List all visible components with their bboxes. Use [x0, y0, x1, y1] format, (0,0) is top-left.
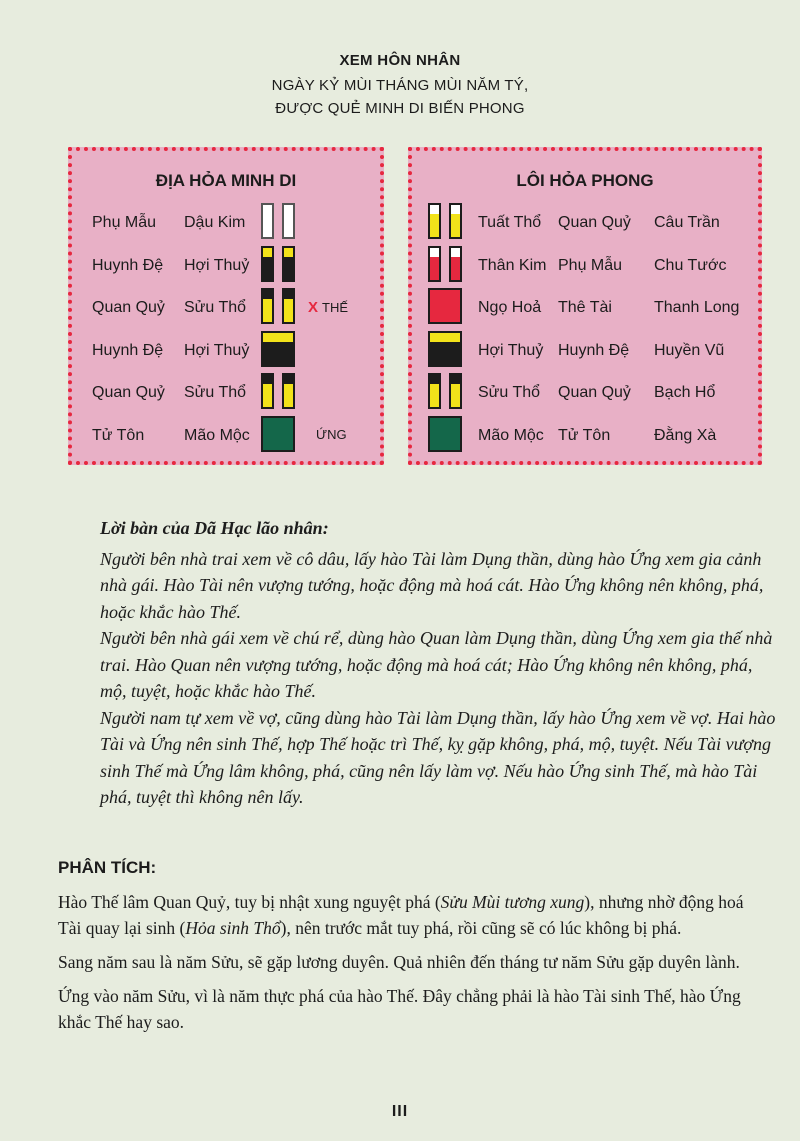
hexagram-line-icon [261, 416, 295, 452]
left-panel-title: ĐỊA HỎA MINH DI [155, 171, 297, 190]
analysis-paragraph-2: Sang năm sau là năm Sửu, sẽ gặp lương duyên. Quả nhiên đến tháng tư năm Sửu gặp duyên lành. [58, 952, 740, 972]
six-relation-label: Huynh Đệ [92, 341, 164, 359]
ung-marker: ỨNG [316, 426, 347, 442]
six-relation-label: Quan Quỷ [92, 384, 165, 401]
earthly-branch-label: Ngọ Hoả [478, 299, 542, 316]
six-spirit-label: Câu Trần [654, 214, 720, 231]
six-relation-label: Huynh Đệ [558, 341, 630, 359]
commentary-paragraph: Người bên nhà trai xem về cô dâu, lấy hào Tài làm Dụng thần, dùng hào Ứng xem gia cảnh nhà gái. Hào Tài nên vượng tướng, hoặc động mà hoá cát. Hào Ứng không nên không, phá, hoặc khắc hào Thế. [100, 548, 764, 622]
six-spirit-label: Thanh Long [654, 299, 740, 316]
analysis-paragraph-1: Hào Thế lâm Quan Quỷ, tuy bị nhật xung nguyệt phá (Sửu Mùi tương xung), nhưng nhờ động hoá Tài quay lại sinh (Hỏa sinh Thổ), nên trước mắt tuy phá, rồi cũng sẽ có lúc không bị phá. [58, 892, 744, 938]
page-number: III [391, 1103, 409, 1120]
six-relation-label: Huynh Đệ [92, 256, 164, 274]
analysis-paragraph-3: Ứng vào năm Sửu, vì là năm thực phá của hào Thế. Đây chẳng phải là hào Tài sinh Thế, hào Ứng khắc Thế hay sao. [58, 986, 741, 1032]
subtitle-line-1: NGÀY KỶ MÙI THÁNG MÙI NĂM TÝ, [271, 77, 529, 94]
hexagram-row [72, 288, 380, 328]
page-title: XEM HÔN NHÂN [339, 52, 461, 69]
analysis-section [58, 855, 758, 1043]
earthly-branch-label: Sửu Thổ [184, 384, 247, 401]
right-hexagram-panel [408, 147, 762, 465]
six-relation-label: Quan Quỷ [92, 299, 165, 316]
analysis-heading: PHÂN TÍCH: [58, 858, 157, 877]
left-hexagram-panel [68, 147, 384, 465]
six-relation-label: Quan Quỷ [558, 214, 631, 231]
hexagram-row [412, 246, 758, 286]
hexagram-line-icon [428, 203, 462, 239]
earthly-branch-label: Tuất Thổ [478, 214, 542, 231]
hexagram-row [412, 331, 758, 371]
hexagram-row [412, 288, 758, 328]
hexagram-line-icon [261, 203, 295, 239]
hexagram-line-icon [261, 246, 295, 282]
right-panel-title: LÔI HỎA PHONG [516, 171, 654, 190]
earthly-branch-label: Sửu Thổ [184, 299, 247, 316]
six-relation-label: Phụ Mẫu [92, 214, 157, 231]
subtitle-line-2: ĐƯỢC QUẺ MINH DI BIẾN PHONG [275, 100, 525, 117]
hexagram-line-icon [428, 288, 462, 324]
six-relation-label: Tử Tôn [558, 426, 611, 444]
earthly-branch-label: Hợi Thuỷ [478, 341, 544, 359]
commentary-section [100, 515, 780, 811]
hexagram-line-icon [428, 416, 462, 452]
hexagram-row [412, 416, 758, 456]
earthly-branch-label: Mão Mộc [478, 426, 544, 444]
six-relation-label: Tử Tôn [92, 426, 145, 444]
commentary-paragraph: Người nam tự xem về vợ, cũng dùng hào Tài làm Dụng thần, lấy hào Ứng xem về vợ. Hai hào Tài và Ứng nên sinh Thế, hợp Thế hoặc trì Thế, kỵ gặp không, phá, mộ, tuyệt. Nếu Tài vượng sinh Thế mà Ứng lâm không, phá, cũng nên lấy làm vợ. Nếu hào Ứng sinh Thế, mà hào Tài phá, tuyệt thì không nên lấy. [100, 707, 776, 807]
hexagram-row [412, 373, 758, 413]
hexagram-row [72, 373, 380, 413]
six-relation-label: Quan Quỷ [558, 384, 631, 401]
six-spirit-label: Đằng Xà [654, 426, 717, 444]
earthly-branch-label: Hợi Thuỷ [184, 256, 250, 274]
six-relation-label: Thê Tài [558, 299, 612, 316]
hexagram-line-icon [261, 331, 295, 367]
six-relation-label: Phụ Mẫu [558, 256, 623, 274]
hexagram-line-icon [428, 373, 462, 409]
hexagram-row [72, 416, 380, 456]
commentary-paragraph: Người bên nhà gái xem về chú rể, dùng hào Quan làm Dụng thần, dùng Ứng xem gia thế nhà trai. Hào Quan nên vượng tướng, hoặc động mà hoá cát; Hào Ứng không nên không, phá, mộ, tuyệt, hoặc khắc hào Thế. [100, 628, 773, 701]
hexagram-line-icon [261, 373, 295, 409]
earthly-branch-label: Sửu Thổ [478, 384, 541, 401]
earthly-branch-label: Dậu Kim [184, 214, 246, 231]
hexagram-line-icon [428, 331, 462, 367]
six-spirit-label: Chu Tước [654, 256, 727, 274]
hexagram-line-icon [261, 288, 295, 324]
earthly-branch-label: Mão Mộc [184, 426, 250, 444]
six-spirit-label: Bạch Hổ [654, 384, 716, 401]
hexagram-line-icon [428, 246, 462, 282]
the-marker: X THẾ [308, 299, 349, 316]
earthly-branch-label: Hợi Thuỷ [184, 341, 250, 359]
earthly-branch-label: Thân Kim [478, 256, 547, 274]
hexagram-row [72, 331, 380, 371]
commentary-heading: Lời bàn của Dã Hạc lão nhân: [100, 518, 329, 538]
hexagram-row [72, 246, 380, 286]
hexagram-row [412, 203, 758, 243]
six-spirit-label: Huyền Vũ [654, 341, 725, 359]
hexagram-row [72, 203, 380, 243]
